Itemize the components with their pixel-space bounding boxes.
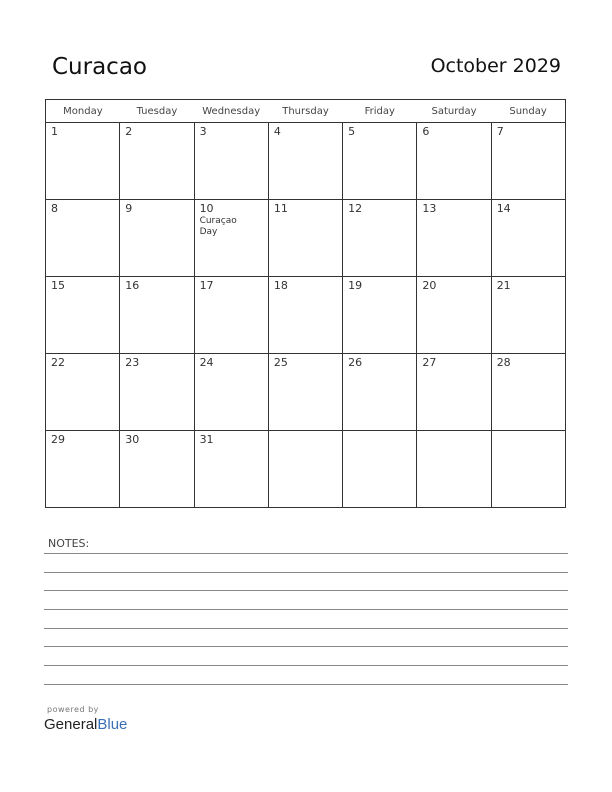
day-cell[interactable] <box>268 277 342 354</box>
brand-logo[interactable] <box>44 716 127 733</box>
note-line <box>44 646 568 647</box>
day-cell[interactable] <box>46 431 120 508</box>
day-cell[interactable] <box>268 200 342 277</box>
weekday-sunday: Sunday <box>491 100 565 123</box>
day-number: 21 <box>496 279 511 292</box>
day-cell[interactable] <box>417 277 491 354</box>
day-number: 26 <box>348 356 363 369</box>
day-number: 31 <box>199 433 214 446</box>
day-cell[interactable] <box>194 277 268 354</box>
brand-name-general: General <box>44 716 98 733</box>
week-row <box>46 200 566 277</box>
day-number: 18 <box>273 279 288 292</box>
powered-by-label: powered by <box>47 705 99 714</box>
week-row <box>46 354 566 431</box>
day-number: 19 <box>348 279 363 292</box>
day-cell[interactable] <box>491 200 565 277</box>
day-number: 14 <box>496 202 511 215</box>
note-line <box>44 553 568 554</box>
weekday-monday: Monday <box>46 100 120 123</box>
day-number: 24 <box>199 356 214 369</box>
day-number: 16 <box>125 279 140 292</box>
day-number <box>492 431 565 434</box>
day-cell[interactable] <box>46 200 120 277</box>
day-number: 28 <box>496 356 511 369</box>
day-cell[interactable] <box>120 431 194 508</box>
day-number: 20 <box>422 279 437 292</box>
calendar-title: Curacao <box>52 54 147 80</box>
day-cell[interactable] <box>417 354 491 431</box>
day-number: 22 <box>51 356 65 369</box>
day-cell[interactable] <box>491 431 565 508</box>
day-number: 25 <box>273 356 288 369</box>
day-number: 23 <box>125 356 140 369</box>
note-line <box>44 684 568 685</box>
day-cell[interactable] <box>46 277 120 354</box>
day-cell[interactable] <box>491 277 565 354</box>
weekday-friday: Friday <box>343 100 417 123</box>
note-line <box>44 628 568 629</box>
day-number: 17 <box>199 279 214 292</box>
day-number: 3 <box>199 125 207 138</box>
day-cell[interactable] <box>46 354 120 431</box>
weekday-wednesday: Wednesday <box>194 100 268 123</box>
day-cell[interactable] <box>194 123 268 200</box>
day-number: 10 <box>199 202 214 215</box>
day-number <box>343 431 416 434</box>
day-cell[interactable] <box>417 123 491 200</box>
day-cell[interactable] <box>120 200 194 277</box>
day-cell[interactable] <box>120 123 194 200</box>
notes-label: NOTES: <box>48 537 90 550</box>
note-line <box>44 590 568 591</box>
day-number: 4 <box>273 125 281 138</box>
day-number: 15 <box>51 279 65 292</box>
day-number: 11 <box>273 202 288 215</box>
day-number: 5 <box>348 125 356 138</box>
day-number: 12 <box>348 202 363 215</box>
day-cell[interactable] <box>194 200 268 277</box>
weekday-header-row <box>46 100 566 123</box>
day-number: 27 <box>422 356 437 369</box>
note-line <box>44 665 568 666</box>
week-row <box>46 431 566 508</box>
day-number: 9 <box>125 202 133 215</box>
day-number: 7 <box>496 125 504 138</box>
month-year-label: October 2029 <box>430 55 561 77</box>
day-number: 8 <box>51 202 58 215</box>
day-number <box>417 431 490 434</box>
day-cell[interactable] <box>268 354 342 431</box>
day-number: 2 <box>125 125 133 138</box>
holiday-label: Curaçao Day <box>199 216 237 237</box>
day-cell[interactable] <box>46 123 120 200</box>
day-number: 6 <box>422 125 430 138</box>
day-cell[interactable] <box>268 431 342 508</box>
day-cell[interactable] <box>268 123 342 200</box>
calendar-grid <box>45 99 566 508</box>
day-cell[interactable] <box>120 354 194 431</box>
day-cell[interactable] <box>343 123 417 200</box>
weekday-tuesday: Tuesday <box>120 100 194 123</box>
day-cell[interactable] <box>417 200 491 277</box>
day-cell[interactable] <box>417 431 491 508</box>
weekday-saturday: Saturday <box>417 100 491 123</box>
day-cell[interactable] <box>343 354 417 431</box>
day-cell[interactable] <box>491 354 565 431</box>
day-number <box>269 431 342 434</box>
day-number: 29 <box>51 433 65 446</box>
day-cell[interactable] <box>491 123 565 200</box>
day-number: 30 <box>125 433 140 446</box>
day-cell[interactable] <box>194 431 268 508</box>
day-cell[interactable] <box>194 354 268 431</box>
weekday-thursday: Thursday <box>268 100 342 123</box>
week-row <box>46 277 566 354</box>
day-cell[interactable] <box>120 277 194 354</box>
note-line <box>44 609 568 610</box>
note-line <box>44 572 568 573</box>
day-cell[interactable] <box>343 431 417 508</box>
brand-name-blue: Blue <box>97 716 128 733</box>
day-cell[interactable] <box>343 200 417 277</box>
day-cell[interactable] <box>343 277 417 354</box>
day-number: 1 <box>51 125 58 138</box>
day-number: 13 <box>422 202 437 215</box>
week-row <box>46 123 566 200</box>
